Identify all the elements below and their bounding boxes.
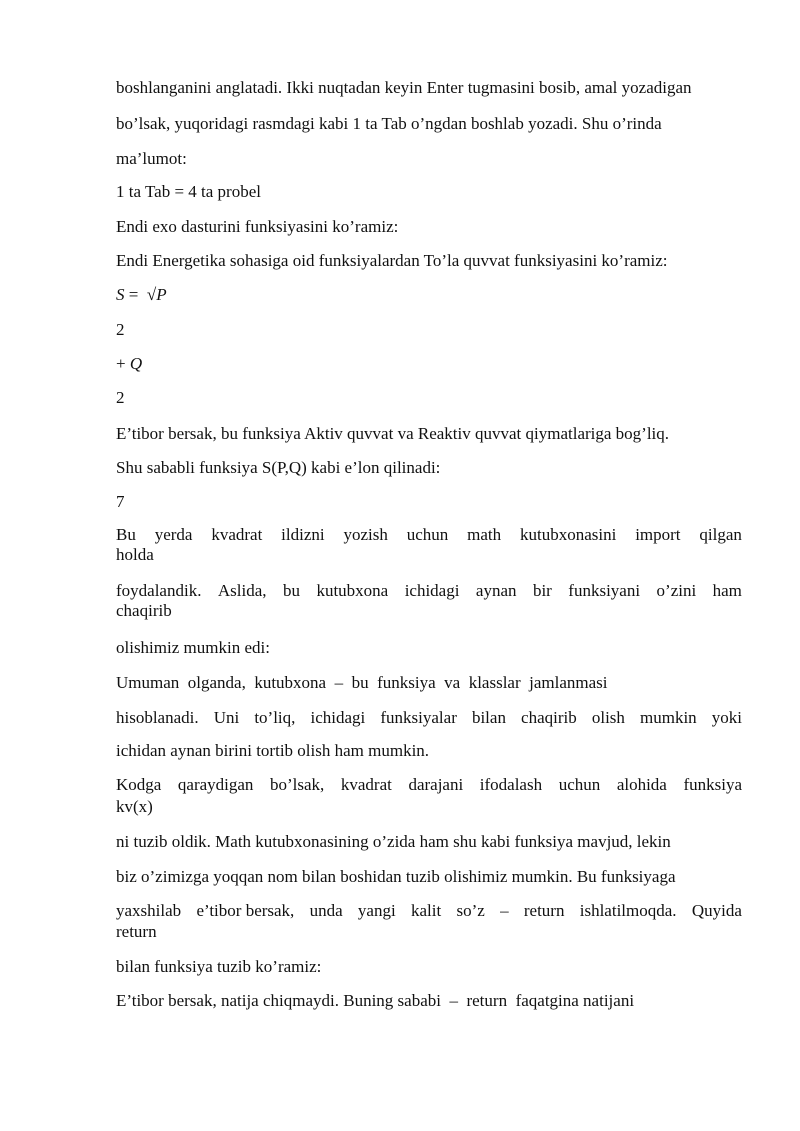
word: kutubxonasini — [520, 525, 617, 544]
word: Uni — [213, 708, 240, 727]
word: Aslida, — [217, 581, 267, 600]
word: yoki — [711, 708, 742, 727]
word: chaqirib — [521, 708, 577, 727]
text-line: kv(x) — [116, 797, 153, 816]
word: bilan — [471, 708, 506, 727]
word: qaraydigan — [177, 775, 254, 794]
word: yozish — [343, 525, 388, 544]
word: mumkin — [640, 708, 697, 727]
text-line: ichidan aynan birini tortib olish ham mumkin. — [116, 741, 430, 760]
formula-plus: + — [116, 354, 130, 373]
word: alohida — [616, 775, 667, 794]
formula-line — [116, 285, 742, 305]
word: olish — [591, 708, 625, 727]
text-line: olishimiz mumkin edi: — [116, 638, 270, 657]
word: kalit — [410, 901, 442, 920]
word: funksiya — [683, 775, 742, 794]
word: darajani — [408, 775, 464, 794]
word: aynan — [475, 581, 517, 600]
word: ildizni — [281, 525, 325, 544]
text-line: biz o’zimizga yoqqan nom bilan boshidan tuzib olishimiz mumkin. Bu funksiyaga — [116, 867, 676, 886]
word: funksiyalar — [380, 708, 457, 727]
text-line: ni tuzib oldik. Math kutubxonasining o’zida ham shu kabi funksiya mavjud, lekin — [116, 832, 671, 851]
word: import — [635, 525, 681, 544]
text-line: Endi exo dasturini funksiyasini ko’ramiz: — [116, 217, 399, 236]
word: kutubxona — [316, 581, 389, 600]
formula-exponent: 2 — [116, 388, 125, 407]
formula-line — [116, 354, 742, 374]
word: ham — [712, 581, 742, 600]
word: unda — [309, 901, 343, 920]
word: ifodalash — [479, 775, 543, 794]
word: Kodga — [116, 775, 162, 794]
word: kvadrat — [340, 775, 392, 794]
word: math — [467, 525, 502, 544]
formula-s: S — [116, 285, 125, 304]
word: qilgan — [699, 525, 742, 544]
justified-line — [116, 525, 742, 545]
word: yaxshilab — [116, 901, 182, 920]
text-line: E’tibor bersak, bu funksiya Aktiv quvvat va Reaktiv quvvat qiymatlariga bog’liq. — [116, 424, 670, 443]
word: uchun — [406, 525, 449, 544]
formula-q: Q — [129, 354, 143, 373]
word: bir — [532, 581, 552, 600]
text-line: bo’lsak, yuqoridagi rasmdagi kabi 1 ta Tab o’ngdan boshlab yozadi. Shu o’rinda — [116, 114, 662, 133]
text-line: return — [116, 922, 157, 941]
word: kvadrat — [211, 525, 263, 544]
word: ishlatilmoqda. — [579, 901, 677, 920]
formula-exponent: 2 — [116, 320, 125, 339]
word: Bu — [116, 525, 136, 544]
word: ichidagi — [310, 708, 366, 727]
word: – — [500, 901, 509, 920]
text-line: bilan funksiya tuzib ko’ramiz: — [116, 957, 322, 976]
word: foydalandik. — [116, 581, 202, 600]
word: return — [523, 901, 565, 920]
text-line: holda — [116, 545, 154, 564]
text-line: ma’lumot: — [116, 149, 187, 168]
word: yangi — [357, 901, 396, 920]
word: uchun — [558, 775, 601, 794]
word: to’liq, — [254, 708, 296, 727]
sqrt-symbol: √ — [146, 285, 157, 304]
text-line: boshlanganini anglatadi. Ikki nuqtadan keyin Enter tugmasini bosib, amal yozadigan — [116, 78, 692, 97]
formula-p: P — [156, 285, 167, 304]
text-line: Shu sababli funksiya S(P,Q) kabi e’lon qilinadi: — [116, 458, 441, 477]
word: funksiyani — [568, 581, 641, 600]
justified-line — [116, 901, 742, 921]
text-line: E’tibor bersak, natija chiqmaydi. Buning sababi – return faqatgina natijani — [116, 991, 635, 1010]
word: hisoblanadi. — [116, 708, 199, 727]
text-line: Endi Energetika sohasiga oid funksiyalardan To’la quvvat funksiyasini ko’ramiz: — [116, 251, 668, 270]
word: o’zini — [656, 581, 697, 600]
word: so’z — [456, 901, 485, 920]
formula-equals: = — [124, 285, 147, 304]
justified-line — [116, 581, 742, 601]
word: Quyida — [691, 901, 742, 920]
justified-line — [116, 775, 742, 795]
word: ichidagi — [404, 581, 460, 600]
justified-line — [116, 708, 742, 728]
word: e’tibor bersak, — [196, 901, 295, 920]
word: bu — [283, 581, 300, 600]
text-line: 1 ta Tab = 4 ta probel — [116, 182, 261, 201]
text-line: Umuman olganda, kutubxona – bu funksiya va klasslar jamlanmasi — [116, 673, 608, 692]
word: yerda — [154, 525, 193, 544]
word: bo’lsak, — [270, 775, 325, 794]
text-line: chaqirib — [116, 601, 172, 620]
page-number: 7 — [116, 492, 125, 511]
